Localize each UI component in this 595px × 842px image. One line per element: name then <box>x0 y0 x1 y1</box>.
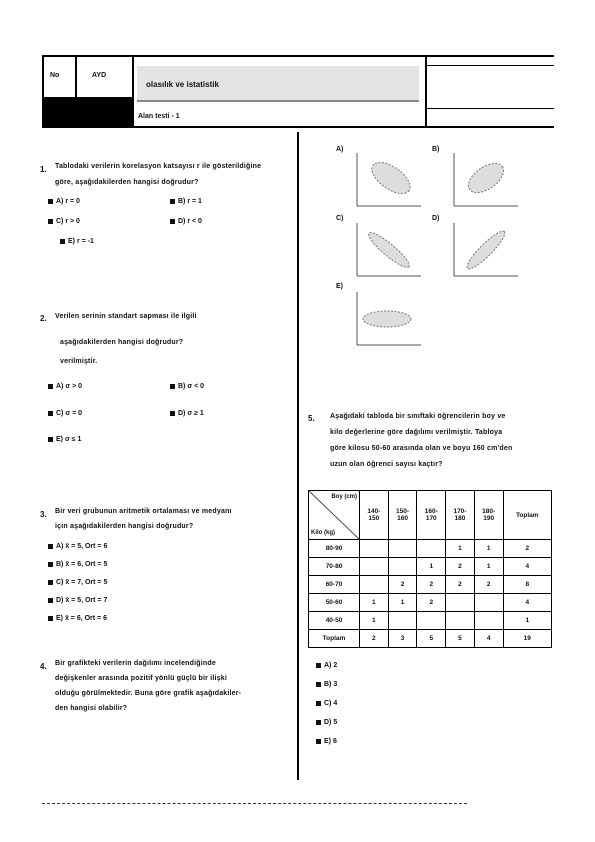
table-cell: 2 <box>446 576 475 594</box>
table-corner <box>309 491 360 540</box>
q1-option-c[interactable]: C) r > 0 <box>48 218 80 225</box>
scatter-plot-d <box>442 218 522 283</box>
table-cell: 4 <box>503 594 551 612</box>
frequency-table <box>308 490 552 648</box>
q3-option-d[interactable]: D) x̄ = 5, Ort = 7 <box>48 597 107 604</box>
table-row-label: 60-70 <box>309 576 360 594</box>
table-cell: 2 <box>417 576 446 594</box>
plot-a-label: A) <box>336 146 344 153</box>
table-col-header: 140- 150 <box>360 491 389 540</box>
table-col-header: Toplam <box>503 491 551 540</box>
scatter-plot-c <box>345 218 425 283</box>
table-cell <box>446 612 475 630</box>
table-cell <box>360 540 389 558</box>
header-bottom-rule <box>42 126 554 128</box>
q5-option-d[interactable]: D) 5 <box>316 719 337 726</box>
table-row-label: 40-50 <box>309 612 360 630</box>
table-cell: 1 <box>388 594 417 612</box>
q3-text-line2: için aşağıdakilerden hangisi doğrudur? <box>55 523 194 530</box>
q1-option-e[interactable]: E) r = -1 <box>60 238 94 245</box>
q2-text-line1: Verilen serinin standart sapması ile ilgili <box>55 313 197 320</box>
plot-d-label: D) <box>432 215 440 222</box>
table-row-label: Toplam <box>309 630 360 648</box>
table-cell: 5 <box>446 630 475 648</box>
table-cell: 2 <box>503 540 551 558</box>
table-corner-top: Boy (cm) <box>331 494 357 500</box>
table-cell <box>388 540 417 558</box>
header-right-rule <box>425 65 554 66</box>
table-cell <box>360 576 389 594</box>
header-cell-1: No <box>50 72 60 79</box>
table-cell <box>474 594 503 612</box>
table-cell <box>417 612 446 630</box>
table-cell: 8 <box>503 576 551 594</box>
q2-option-b[interactable]: B) σ < 0 <box>170 383 204 390</box>
table-row-label: 50-60 <box>309 594 360 612</box>
table-col-header: 180- 190 <box>474 491 503 540</box>
table-cell: 1 <box>360 612 389 630</box>
table-cell <box>417 540 446 558</box>
q2-option-e[interactable]: E) σ ≤ 1 <box>48 436 81 443</box>
table-cell <box>474 612 503 630</box>
table-col-header: 170- 180 <box>446 491 475 540</box>
q2-option-a[interactable]: A) σ > 0 <box>48 383 82 390</box>
table-row-label: 70-80 <box>309 558 360 576</box>
table-cell: 1 <box>474 540 503 558</box>
q1-option-a[interactable]: A) r = 0 <box>48 198 80 205</box>
table-cell: 2 <box>446 558 475 576</box>
table-cell: 1 <box>474 558 503 576</box>
q1-text-line2: göre, aşağıdakilerden hangisi doğrudur? <box>55 179 199 186</box>
q5-option-b[interactable]: B) 3 <box>316 681 337 688</box>
q5-option-e[interactable]: E) 6 <box>316 738 337 745</box>
header-top-rule <box>42 55 554 57</box>
q5-option-a[interactable]: A) 2 <box>316 662 337 669</box>
table-cell: 3 <box>388 630 417 648</box>
table-row-label: 80-90 <box>309 540 360 558</box>
q1-number: 1. <box>40 165 47 174</box>
table-col-header: 150- 160 <box>388 491 417 540</box>
q2-option-d[interactable]: D) σ ≥ 1 <box>170 410 204 417</box>
q3-text-line1: Bir veri grubunun aritmetik ortalaması ve medyanı <box>55 508 232 515</box>
q2-number: 2. <box>40 314 47 323</box>
table-row <box>309 540 552 558</box>
q3-option-c[interactable]: C) x̄ = 7, Ort = 5 <box>48 579 107 586</box>
table-cell <box>446 594 475 612</box>
q1-option-d[interactable]: D) r < 0 <box>170 218 202 225</box>
q3-option-a[interactable]: A) x̄ = 5, Ort = 6 <box>48 543 107 550</box>
table-row <box>309 558 552 576</box>
table-cell: 2 <box>417 594 446 612</box>
table-cell: 1 <box>360 594 389 612</box>
column-divider <box>297 132 299 780</box>
table-cell: 2 <box>474 576 503 594</box>
q2-text-line3: verilmiştir. <box>60 358 98 365</box>
q4-text-line3: olduğu görülmektedir. Buna göre grafik aşağıdakiler- <box>55 690 242 697</box>
q5-text-line4: uzun olan öğrenci sayısı kaçtır? <box>330 461 443 468</box>
q5-text-line3: göre kilosu 50-60 arasında olan ve boyu 160 cm'den <box>330 445 513 452</box>
q3-number: 3. <box>40 510 47 519</box>
table-corner-bottom: Kilo (kg) <box>311 530 335 536</box>
table-cell: 1 <box>446 540 475 558</box>
footer-dashed-line <box>42 803 467 804</box>
table-cell <box>388 558 417 576</box>
table-cell: 19 <box>503 630 551 648</box>
table-cell: 2 <box>388 576 417 594</box>
table-cell: 1 <box>417 558 446 576</box>
q5-option-c[interactable]: C) 4 <box>316 700 337 707</box>
q4-text-line1: Bir grafikteki verilerin dağılımı incelendiğinde <box>55 660 216 667</box>
q2-option-c[interactable]: C) σ = 0 <box>48 410 82 417</box>
q3-option-e[interactable]: E) x̄ = 6, Ort = 6 <box>48 615 107 622</box>
scatter-plot-e <box>345 287 425 352</box>
header-div2 <box>132 57 134 128</box>
table-row <box>309 630 552 648</box>
header-black-block <box>44 99 132 126</box>
q1-option-b[interactable]: B) r = 1 <box>170 198 202 205</box>
table-cell: 4 <box>474 630 503 648</box>
q5-text-line1: Aşağıdaki tabloda bir sınıftaki öğrencilerin boy ve <box>330 413 506 420</box>
header-right-rule2 <box>425 108 554 109</box>
header-title: olasılık ve istatistik <box>146 80 219 89</box>
plot-e-label: E) <box>336 283 343 290</box>
scatter-plot-b <box>442 148 522 213</box>
q4-number: 4. <box>40 662 47 671</box>
table-cell: 4 <box>503 558 551 576</box>
plot-c-label: C) <box>336 215 344 222</box>
table-col-header: 160- 170 <box>417 491 446 540</box>
table-cell: 5 <box>417 630 446 648</box>
header-cell-2: AYD <box>92 72 107 79</box>
q5-number: 5. <box>308 414 315 423</box>
header-subtitle: Alan testi - 1 <box>138 113 180 120</box>
q4-text-line2: değişkenler arasında pozitif yönlü güçlü bir ilişki <box>55 675 228 682</box>
table-row <box>309 576 552 594</box>
q4-text-line4: den hangisi olabilir? <box>55 705 128 712</box>
header-div3 <box>425 57 427 128</box>
table-row <box>309 594 552 612</box>
q5-text-line2: kilo değerlerine göre dağılımı verilmiştir. Tabloya <box>330 429 503 436</box>
plot-b-label: B) <box>432 146 440 153</box>
q2-text-line2: aşağıdakilerden hangisi doğrudur? <box>60 339 184 346</box>
header-div1 <box>75 57 77 97</box>
q1-text-line1: Tablodaki verilerin korelasyon katsayısı r ile gösterildiğine <box>55 163 262 170</box>
table-cell: 2 <box>360 630 389 648</box>
table-cell <box>388 612 417 630</box>
table-cell: 1 <box>503 612 551 630</box>
scatter-plot-a <box>345 148 425 213</box>
table-row <box>309 612 552 630</box>
table-cell <box>360 558 389 576</box>
q3-option-b[interactable]: B) x̄ = 6, Ort = 5 <box>48 561 107 568</box>
